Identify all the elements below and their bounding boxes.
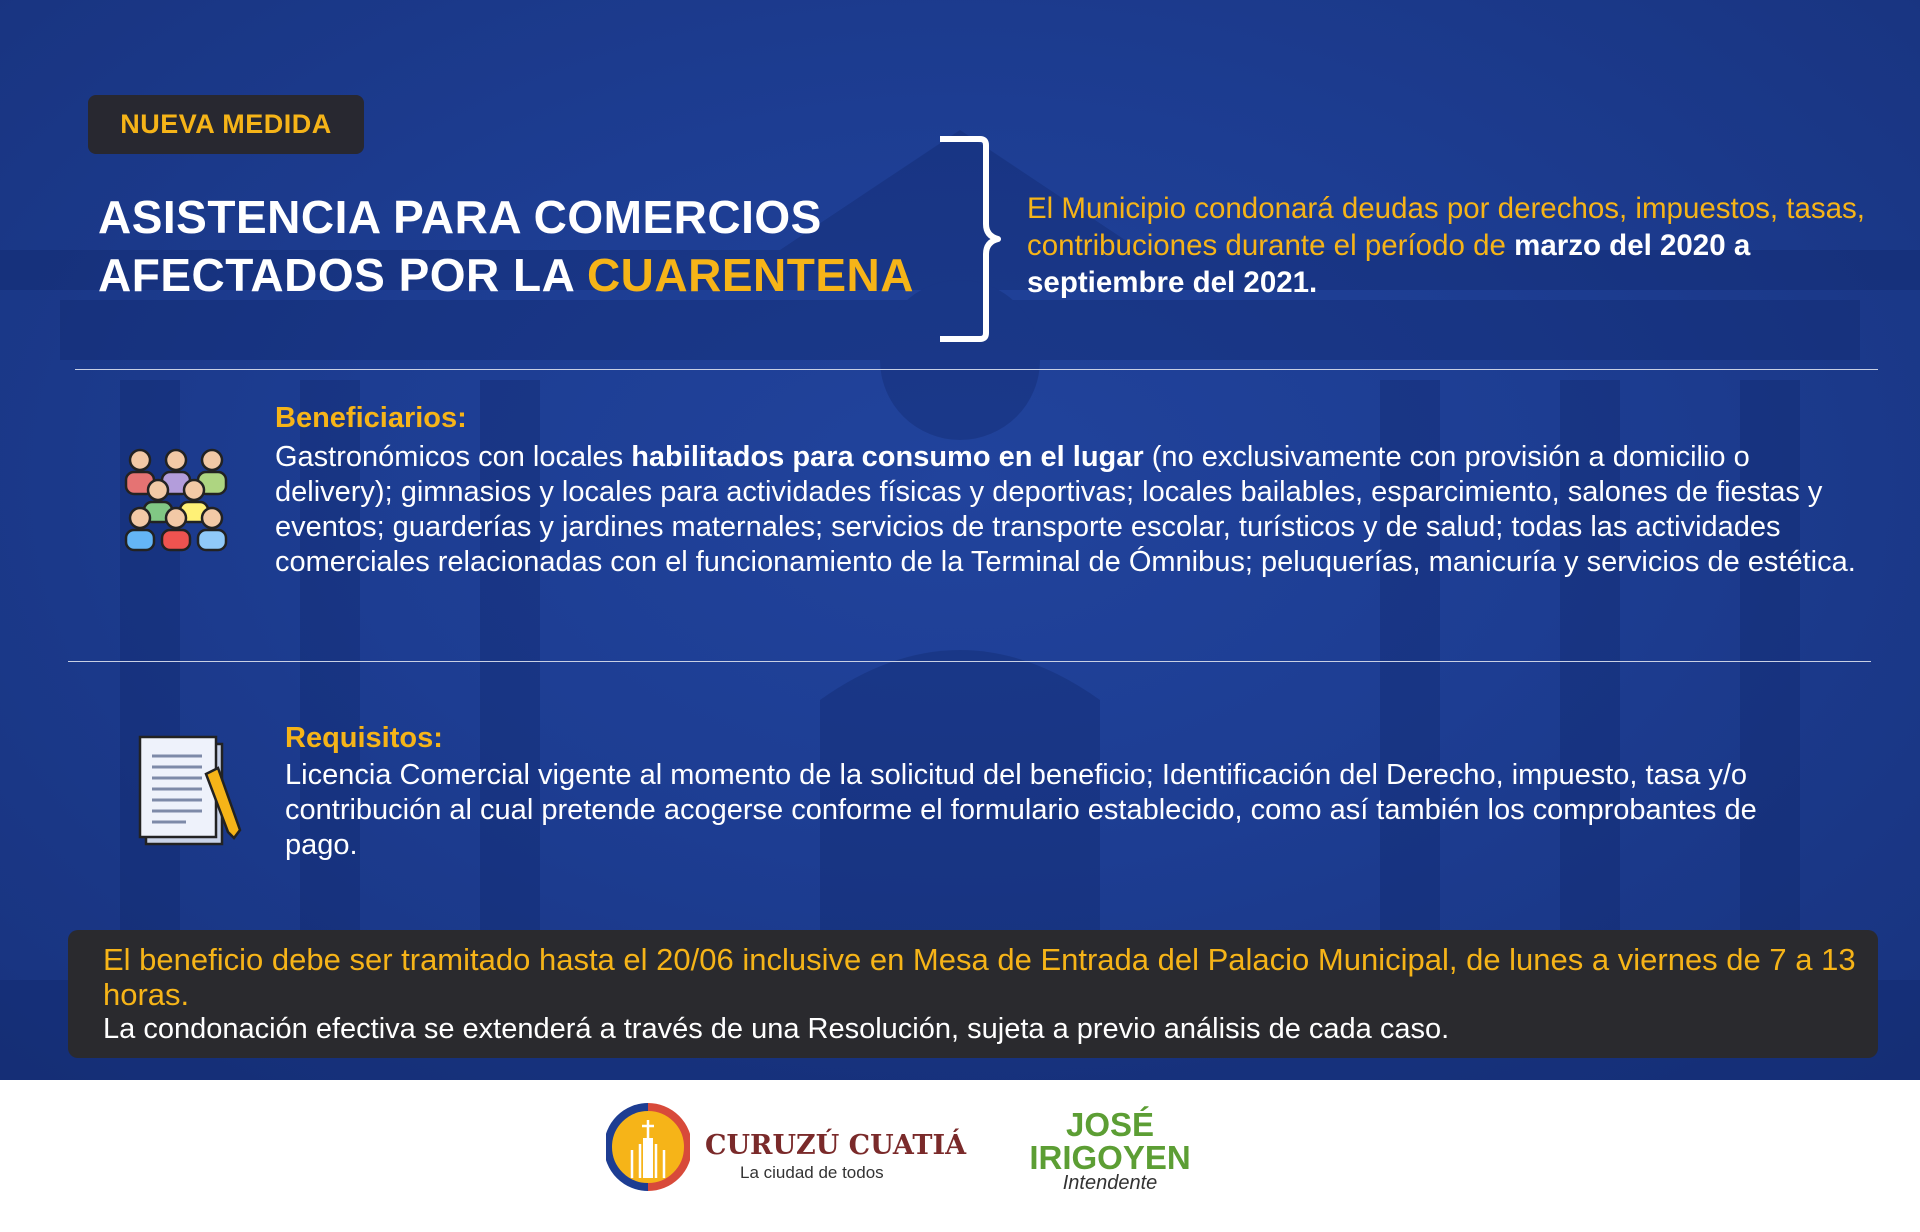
document-pencil-icon	[138, 734, 242, 848]
badge-new-measure: NUEVA MEDIDA	[88, 95, 364, 154]
municipality-tagline: La ciudad de todos	[740, 1163, 884, 1182]
brace-divider	[936, 136, 1016, 342]
lead-period: marzo del 2020 a septiembre del 2021.	[1027, 229, 1751, 299]
title-line-2	[98, 246, 914, 304]
divider	[75, 369, 1878, 370]
beneficiaries-text-end: (no exclusivamente con provisión a domicilio o delivery); gimnasios y locales para actividades físicas y deportivas; locales bailables, esparcimiento, salones de fiestas y eventos; guarderías y jardines maternales; servicios de transporte escolar, turísticos y de salud; todas las actividades comerciales relacionadas con el funcionamiento de la Terminal de Ómnibus; peluquerías, manicuría y servicios de estética.	[275, 441, 1856, 578]
requirements-text: Licencia Comercial vigente al momento de la solicitud del beneficio; Identificación del Derecho, impuesto, tasa y/o contribución al cual pretende acogerse conforme el formulario establecido, como así también los comprobantes de pago.	[285, 759, 1757, 861]
title-line-2-prefix: AFECTADOS POR LA	[98, 249, 587, 301]
people-group-icon	[122, 446, 230, 552]
notice-text: La condonación efectiva se extenderá a través de una Resolución, sujeta a previo análisis de cada caso.	[103, 1013, 1450, 1045]
page-title	[98, 188, 914, 304]
divider	[68, 661, 1871, 662]
mayor-first-name: JOSÉ	[1065, 1106, 1155, 1143]
mayor-role: Intendente	[1062, 1172, 1158, 1194]
beneficiaries-heading: Beneficiarios:	[275, 402, 467, 434]
lead-text: El Municipio condonará deudas por derechos, impuestos, tasas, contribuciones durante el período de	[1027, 192, 1865, 262]
beneficiaries-text-bold: habilitados para consumo en el lugar	[631, 441, 1144, 473]
beneficiaries-text-start: Gastronómicos con locales	[275, 441, 632, 473]
title-highlight: CUARENTENA	[586, 249, 914, 301]
requirements-heading: Requisitos:	[285, 722, 443, 754]
municipality-logo-icon	[606, 1098, 690, 1196]
lead-paragraph	[1027, 190, 1877, 301]
notice-panel	[68, 930, 1878, 1058]
beneficiaries-text	[275, 440, 1875, 580]
mayor-name	[1010, 1108, 1210, 1174]
mayor-last-name: IRIGOYEN	[1029, 1139, 1191, 1176]
municipality-name: CURUZÚ CUATIÁ	[705, 1130, 967, 1161]
title-line-1: ASISTENCIA PARA COMERCIOS	[98, 191, 822, 243]
notice-highlight: El beneficio debe ser tramitado hasta el 20/06 inclusive en Mesa de Entrada del Palacio Municipal, de lunes a viernes de 7 a 13 horas.	[103, 942, 1856, 1012]
